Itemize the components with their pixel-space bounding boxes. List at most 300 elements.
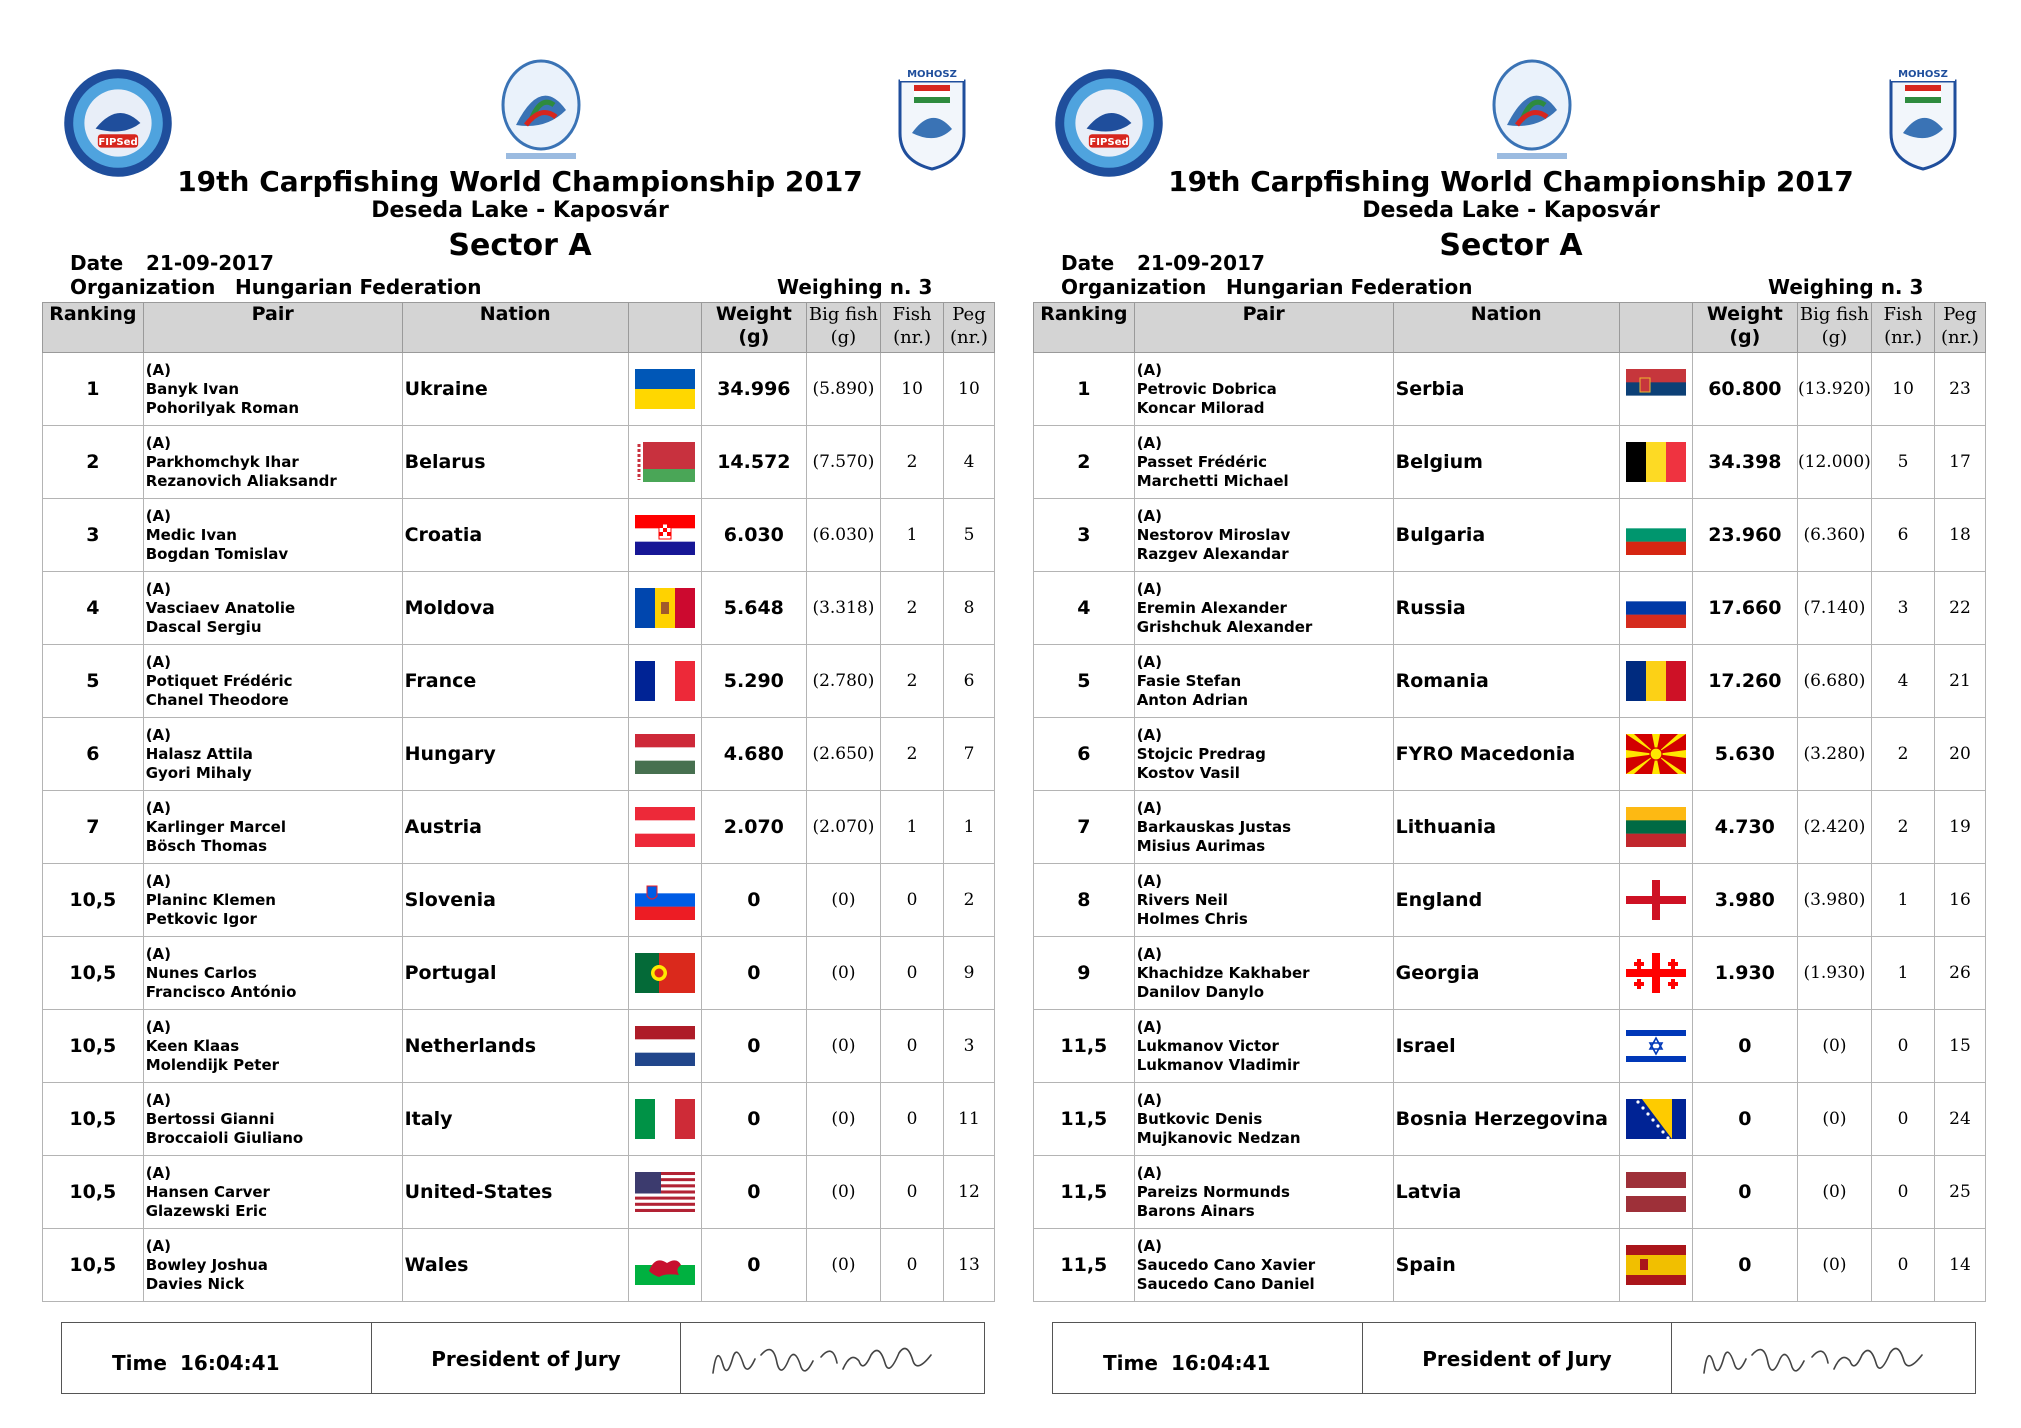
pair-angler-1: Barkauskas Justas: [1136, 817, 1292, 836]
pair-sector-tag: (A): [145, 798, 172, 817]
pair-angler-1: Medic Ivan: [145, 525, 237, 544]
signature-image: [703, 1333, 943, 1387]
header-peg-unit: (nr.): [1940, 327, 1979, 348]
organization-line: [70, 275, 482, 299]
pair-sector-tag: (A): [1136, 1017, 1163, 1036]
ranking-cell: 7: [43, 791, 144, 864]
big-fish-cell: (0): [806, 1010, 881, 1083]
weight-cell: 34.398: [1693, 426, 1798, 499]
flag-cell: [1619, 791, 1692, 864]
fipsed-logo: [1053, 67, 1165, 179]
date-line: [70, 251, 274, 275]
ranking-cell: 10,5: [43, 1156, 144, 1229]
peg-cell: 25: [1934, 1156, 1985, 1229]
nation-cell: Hungary: [402, 718, 628, 791]
fish-count-cell: 0: [1872, 1010, 1935, 1083]
header-weight: [1693, 303, 1798, 353]
big-fish-cell: (0): [1797, 1156, 1872, 1229]
pair-cell: [1134, 718, 1393, 791]
fish-count-cell: 0: [881, 1229, 944, 1302]
signature-image: [1694, 1333, 1934, 1387]
footer-signature-cell: [1672, 1323, 1975, 1393]
pair-sector-tag: (A): [1136, 433, 1163, 452]
pair-angler-1: Bertossi Gianni: [145, 1109, 275, 1128]
flag-cell: [628, 791, 701, 864]
lithuania-flag-icon: [1626, 807, 1686, 847]
fish-count-cell: 2: [1872, 791, 1935, 864]
pair-angler-1: Parkhomchyk Ihar: [145, 452, 299, 471]
nation-cell: France: [402, 645, 628, 718]
nation-cell: Ukraine: [402, 353, 628, 426]
weight-cell: 34.996: [702, 353, 807, 426]
big-fish-cell: (0): [806, 1083, 881, 1156]
pair-angler-1: Fasie Stefan: [1136, 671, 1242, 690]
ranking-cell: 9: [1034, 937, 1135, 1010]
nation-cell: Italy: [402, 1083, 628, 1156]
weight-cell: 0: [702, 1229, 807, 1302]
pair-angler-2: Bogdan Tomislav: [145, 544, 289, 563]
peg-cell: 3: [943, 1010, 994, 1083]
header-peg-label: Peg: [952, 304, 986, 325]
peg-cell: 2: [943, 864, 994, 937]
peg-cell: 1: [943, 791, 994, 864]
nation-cell: Latvia: [1393, 1156, 1619, 1229]
pair-cell: [143, 1010, 402, 1083]
header-fish-unit: (nr.): [1884, 327, 1923, 348]
mohosz-logo: [1883, 63, 1963, 173]
pair-cell: [143, 645, 402, 718]
footer-time-cell: [62, 1323, 372, 1393]
ranking-cell: 3: [43, 499, 144, 572]
weight-cell: 0: [1693, 1083, 1798, 1156]
weight-cell: 0: [702, 1156, 807, 1229]
table-row: [43, 499, 995, 572]
pair-cell: [143, 1229, 402, 1302]
pair-angler-2: Glazewski Eric: [145, 1201, 267, 1220]
fish-count-cell: 1: [1872, 937, 1935, 1010]
macedonia-flag-icon: [1626, 734, 1686, 774]
flag-cell: [628, 864, 701, 937]
italy-flag-icon: [635, 1099, 695, 1139]
pair-angler-1: Passet Frédéric: [1136, 452, 1268, 471]
ranking-cell: 3: [1034, 499, 1135, 572]
table-header-row: [43, 303, 995, 353]
fish-count-cell: 3: [1872, 572, 1935, 645]
pair-angler-1: Stojcic Predrag: [1136, 744, 1266, 763]
pair-angler-1: Keen Klaas: [145, 1036, 240, 1055]
flag-cell: [628, 426, 701, 499]
pair-angler-2: Molendijk Peter: [145, 1055, 280, 1074]
nation-cell: Moldova: [402, 572, 628, 645]
big-fish-cell: (5.890): [806, 353, 881, 426]
bulgaria-flag-icon: [1626, 515, 1686, 555]
fish-count-cell: 0: [881, 1156, 944, 1229]
weight-cell: 1.930: [1693, 937, 1798, 1010]
fish-count-cell: 1: [881, 499, 944, 572]
fish-count-cell: 0: [1872, 1083, 1935, 1156]
header-fish-unit: (nr.): [893, 327, 932, 348]
pair-angler-2: Saucedo Cano Daniel: [1136, 1274, 1315, 1293]
fish-count-cell: 0: [881, 864, 944, 937]
header-big-fish-unit: (g): [830, 327, 857, 348]
big-fish-cell: (1.930): [1797, 937, 1872, 1010]
table-row: [43, 791, 995, 864]
peg-cell: 9: [943, 937, 994, 1010]
pair-sector-tag: (A): [1136, 579, 1163, 598]
header-pair: Pair: [1134, 303, 1393, 353]
ranking-cell: 2: [43, 426, 144, 499]
ranking-cell: 5: [1034, 645, 1135, 718]
nation-cell: United-States: [402, 1156, 628, 1229]
peg-cell: 6: [943, 645, 994, 718]
table-row: [43, 645, 995, 718]
pair-sector-tag: (A): [145, 944, 172, 963]
weight-cell: 0: [702, 1083, 807, 1156]
table-row: [43, 572, 995, 645]
nation-cell: Israel: [1393, 1010, 1619, 1083]
peg-cell: 23: [1934, 353, 1985, 426]
weight-cell: 17.260: [1693, 645, 1798, 718]
footer-time-cell: [1053, 1323, 1363, 1393]
table-row: [1034, 645, 1986, 718]
fish-count-cell: 0: [881, 1010, 944, 1083]
table-row: [43, 864, 995, 937]
pair-angler-2: Koncar Milorad: [1136, 398, 1265, 417]
fish-count-cell: 0: [1872, 1229, 1935, 1302]
president-of-jury-label: President of Jury: [431, 1347, 621, 1371]
table-row: [1034, 864, 1986, 937]
pair-sector-tag: (A): [145, 506, 172, 525]
footer-president-cell: [372, 1323, 681, 1393]
peg-cell: 24: [1934, 1083, 1985, 1156]
ranking-cell: 10,5: [43, 864, 144, 937]
ranking-cell: 6: [43, 718, 144, 791]
peg-cell: 18: [1934, 499, 1985, 572]
footer-box: [1052, 1322, 1976, 1394]
table-row: [1034, 353, 1986, 426]
pair-angler-1: Halasz Attila: [145, 744, 253, 763]
table-header-row: [1034, 303, 1986, 353]
pair-angler-1: Banyk Ivan: [145, 379, 240, 398]
flag-cell: [628, 645, 701, 718]
logos-row: [40, 55, 1000, 175]
nation-cell: Lithuania: [1393, 791, 1619, 864]
championship-title: 19th Carpfishing World Championship 2017: [1168, 165, 1854, 198]
pair-angler-2: Dascal Sergiu: [145, 617, 262, 636]
pair-sector-tag: (A): [145, 579, 172, 598]
ranking-cell: 2: [1034, 426, 1135, 499]
big-fish-cell: (3.318): [806, 572, 881, 645]
fish-count-cell: 2: [1872, 718, 1935, 791]
table-row: [1034, 499, 1986, 572]
fipsed-logo: [62, 67, 174, 179]
moldova-flag-icon: [635, 588, 695, 628]
pair-cell: [143, 937, 402, 1010]
svg-text:MOHOSZ: MOHOSZ: [1898, 69, 1948, 80]
pair-angler-2: Misius Aurimas: [1136, 836, 1266, 855]
pair-angler-2: Mujkanovic Nedzan: [1136, 1128, 1301, 1147]
pair-angler-2: Holmes Chris: [1136, 909, 1248, 928]
pair-cell: [1134, 937, 1393, 1010]
header-ranking: Ranking: [43, 303, 144, 353]
footer-box: [61, 1322, 985, 1394]
ranking-cell: 11,5: [1034, 1010, 1135, 1083]
ranking-cell: 6: [1034, 718, 1135, 791]
header-nation: Nation: [402, 303, 628, 353]
flag-cell: [628, 1083, 701, 1156]
big-fish-cell: (0): [806, 1229, 881, 1302]
peg-cell: 11: [943, 1083, 994, 1156]
pair-angler-2: Kostov Vasil: [1136, 763, 1240, 782]
table-row: [1034, 937, 1986, 1010]
peg-cell: 8: [943, 572, 994, 645]
big-fish-cell: (0): [806, 937, 881, 1010]
fish-count-cell: 2: [881, 718, 944, 791]
netherlands-flag-icon: [635, 1026, 695, 1066]
fish-count-cell: 2: [881, 426, 944, 499]
pair-angler-2: Bösch Thomas: [145, 836, 268, 855]
organization-value: Hungarian Federation: [235, 275, 482, 299]
president-of-jury-label: President of Jury: [1422, 1347, 1612, 1371]
peg-cell: 5: [943, 499, 994, 572]
flag-cell: [628, 1229, 701, 1302]
date-value: 21-09-2017: [146, 251, 274, 275]
pair-sector-tag: (A): [1136, 1163, 1163, 1182]
header-pair: Pair: [143, 303, 402, 353]
table-row: [1034, 791, 1986, 864]
pair-sector-tag: (A): [145, 360, 172, 379]
weighing-number: Weighing n. 3: [1768, 275, 1924, 299]
weight-cell: 3.980: [1693, 864, 1798, 937]
ranking-cell: 1: [43, 353, 144, 426]
russia-flag-icon: [1626, 588, 1686, 628]
header-weight-label: Weight: [715, 303, 792, 325]
fish-count-cell: 10: [881, 353, 944, 426]
belgium-flag-icon: [1626, 442, 1686, 482]
header-big-fish: [1797, 303, 1872, 353]
big-fish-cell: (0): [1797, 1229, 1872, 1302]
mohosz-logo: [892, 63, 972, 173]
pair-cell: [1134, 791, 1393, 864]
pair-sector-tag: (A): [145, 1163, 172, 1182]
pair-angler-1: Bowley Joshua: [145, 1255, 268, 1274]
peg-cell: 13: [943, 1229, 994, 1302]
header-weight-unit: (g): [738, 326, 770, 348]
table-row: [43, 1010, 995, 1083]
fish-count-cell: 0: [881, 1083, 944, 1156]
ranking-cell: 4: [1034, 572, 1135, 645]
time-label: Time: [1103, 1351, 1158, 1375]
big-fish-cell: (2.420): [1797, 791, 1872, 864]
weight-cell: 0: [702, 1010, 807, 1083]
big-fish-cell: (0): [1797, 1083, 1872, 1156]
weight-cell: 2.070: [702, 791, 807, 864]
flag-cell: [1619, 1156, 1692, 1229]
big-fish-cell: (2.780): [806, 645, 881, 718]
peg-cell: 22: [1934, 572, 1985, 645]
header-fish-label: Fish: [892, 304, 932, 325]
header-weight-unit: (g): [1729, 326, 1761, 348]
date-line: [1061, 251, 1265, 275]
weight-cell: 4.680: [702, 718, 807, 791]
peg-cell: 20: [1934, 718, 1985, 791]
header-weight: [702, 303, 807, 353]
pair-angler-2: Marchetti Michael: [1136, 471, 1289, 490]
pair-sector-tag: (A): [1136, 360, 1163, 379]
weight-cell: 5.648: [702, 572, 807, 645]
big-fish-cell: (0): [806, 864, 881, 937]
world-championship-logo: [495, 55, 587, 165]
pair-angler-2: Lukmanov Vladimir: [1136, 1055, 1300, 1074]
pair-angler-1: Butkovic Denis: [1136, 1109, 1263, 1128]
table-row: [43, 937, 995, 1010]
ranking-cell: 1: [1034, 353, 1135, 426]
pair-angler-2: Pohorilyak Roman: [145, 398, 300, 417]
nation-cell: Romania: [1393, 645, 1619, 718]
nation-cell: Belarus: [402, 426, 628, 499]
pair-angler-2: Barons Ainars: [1136, 1201, 1255, 1220]
flag-cell: [1619, 353, 1692, 426]
spain-flag-icon: [1626, 1245, 1686, 1285]
nation-cell: Austria: [402, 791, 628, 864]
header-peg: [943, 303, 994, 353]
pair-cell: [1134, 864, 1393, 937]
fish-count-cell: 4: [1872, 645, 1935, 718]
weight-cell: 4.730: [1693, 791, 1798, 864]
pair-sector-tag: (A): [1136, 506, 1163, 525]
ranking-cell: 10,5: [43, 937, 144, 1010]
organization-label: Organization: [70, 275, 216, 299]
pair-sector-tag: (A): [1136, 798, 1163, 817]
peg-cell: 19: [1934, 791, 1985, 864]
big-fish-cell: (0): [806, 1156, 881, 1229]
pair-cell: [1134, 572, 1393, 645]
nation-cell: Serbia: [1393, 353, 1619, 426]
ranking-cell: 11,5: [1034, 1229, 1135, 1302]
weight-cell: 0: [702, 937, 807, 1010]
header-ranking: Ranking: [1034, 303, 1135, 353]
peg-cell: 15: [1934, 1010, 1985, 1083]
header-peg-unit: (nr.): [949, 327, 988, 348]
pair-angler-1: Vasciaev Anatolie: [145, 598, 296, 617]
latvia-flag-icon: [1626, 1172, 1686, 1212]
flag-cell: [1619, 864, 1692, 937]
flag-cell: [1619, 1010, 1692, 1083]
big-fish-cell: (6.030): [806, 499, 881, 572]
results-sheet-right: [1031, 0, 1991, 1428]
pair-cell: [143, 426, 402, 499]
bosnia-flag-icon: [1626, 1099, 1686, 1139]
ranking-cell: 7: [1034, 791, 1135, 864]
pair-angler-1: Nestorov Miroslav: [1136, 525, 1291, 544]
weight-cell: 0: [1693, 1156, 1798, 1229]
pair-sector-tag: (A): [145, 1017, 172, 1036]
fish-count-cell: 1: [1872, 864, 1935, 937]
pair-angler-2: Davies Nick: [145, 1274, 245, 1293]
pair-cell: [143, 791, 402, 864]
pair-cell: [143, 499, 402, 572]
pair-angler-1: Potiquet Frédéric: [145, 671, 293, 690]
table-row: [43, 1229, 995, 1302]
pair-angler-2: Broccaioli Giuliano: [145, 1128, 304, 1147]
pair-angler-2: Petkovic Igor: [145, 909, 257, 928]
venue-subtitle: Deseda Lake - Kaposvár: [1362, 198, 1660, 223]
big-fish-cell: (0): [1797, 1010, 1872, 1083]
big-fish-cell: (2.070): [806, 791, 881, 864]
serbia-flag-icon: [1626, 369, 1686, 409]
pair-sector-tag: (A): [1136, 871, 1163, 890]
results-table: [42, 302, 995, 1302]
pair-sector-tag: (A): [1136, 1236, 1163, 1255]
pair-angler-1: Planinc Klemen: [145, 890, 276, 909]
table-row: [1034, 1229, 1986, 1302]
header-weight-label: Weight: [1706, 303, 1783, 325]
pair-angler-2: Grishchuk Alexander: [1136, 617, 1313, 636]
fish-count-cell: 2: [881, 572, 944, 645]
pair-cell: [143, 1083, 402, 1156]
ranking-cell: 10,5: [43, 1083, 144, 1156]
table-row: [43, 1083, 995, 1156]
header-flag: [1619, 303, 1692, 353]
pair-angler-1: Rivers Neil: [1136, 890, 1228, 909]
flag-cell: [1619, 426, 1692, 499]
wales-flag-icon: [635, 1245, 695, 1285]
peg-cell: 4: [943, 426, 994, 499]
flag-cell: [628, 499, 701, 572]
ranking-cell: 11,5: [1034, 1083, 1135, 1156]
belarus-flag-icon: [635, 442, 695, 482]
weight-cell: 5.290: [702, 645, 807, 718]
peg-cell: 26: [1934, 937, 1985, 1010]
flag-cell: [628, 937, 701, 1010]
time-value: 16:04:41: [180, 1351, 280, 1375]
pair-sector-tag: (A): [145, 871, 172, 890]
pair-sector-tag: (A): [1136, 725, 1163, 744]
fish-count-cell: 2: [881, 645, 944, 718]
footer-president-cell: [1363, 1323, 1672, 1393]
nation-cell: Netherlands: [402, 1010, 628, 1083]
pair-cell: [1134, 1229, 1393, 1302]
peg-cell: 17: [1934, 426, 1985, 499]
header-big-fish-unit: (g): [1821, 327, 1848, 348]
world-championship-logo: [1486, 55, 1578, 165]
pair-cell: [1134, 1156, 1393, 1229]
weight-cell: 17.660: [1693, 572, 1798, 645]
peg-cell: 10: [943, 353, 994, 426]
header-big-fish-label: Big fish: [1799, 304, 1869, 325]
pair-sector-tag: (A): [1136, 944, 1163, 963]
flag-cell: [1619, 1229, 1692, 1302]
pair-angler-2: Razgev Alexandar: [1136, 544, 1289, 563]
ranking-cell: 10,5: [43, 1010, 144, 1083]
peg-cell: 12: [943, 1156, 994, 1229]
weight-cell: 0: [1693, 1010, 1798, 1083]
romania-flag-icon: [1626, 661, 1686, 701]
fish-count-cell: 0: [881, 937, 944, 1010]
header-peg-label: Peg: [1943, 304, 1977, 325]
date-label: Date: [70, 251, 124, 275]
fish-count-cell: 6: [1872, 499, 1935, 572]
weight-cell: 0: [1693, 1229, 1798, 1302]
pair-cell: [143, 1156, 402, 1229]
weight-cell: 23.960: [1693, 499, 1798, 572]
flag-cell: [628, 1156, 701, 1229]
ukraine-flag-icon: [635, 369, 695, 409]
pair-sector-tag: (A): [145, 652, 172, 671]
peg-cell: 21: [1934, 645, 1985, 718]
georgia-flag-icon: [1626, 953, 1686, 993]
table-row: [1034, 718, 1986, 791]
